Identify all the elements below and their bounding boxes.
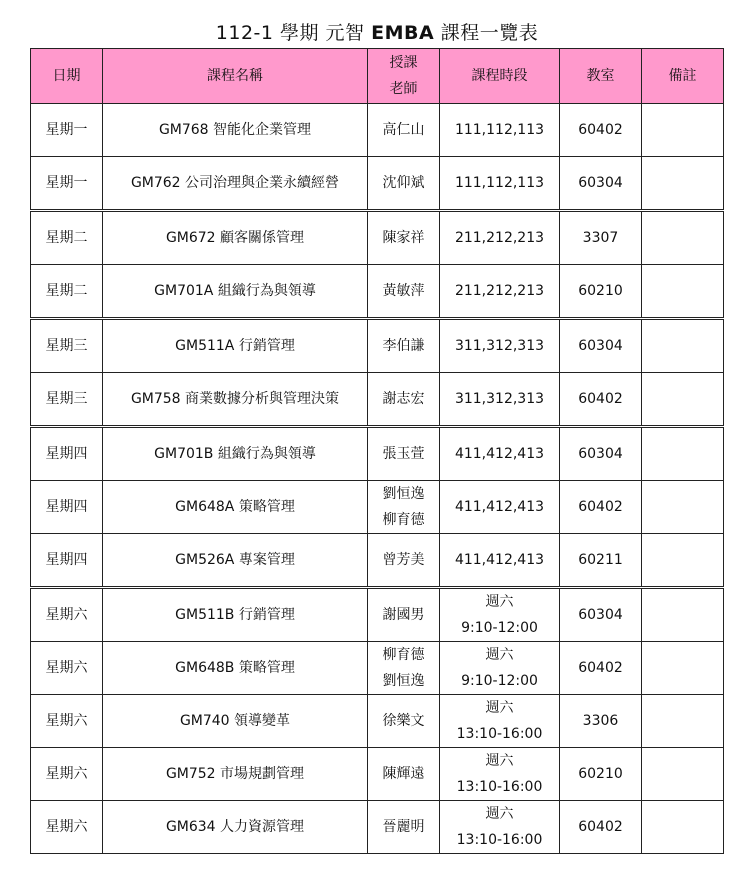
cell-notes xyxy=(642,104,724,157)
cell-teacher xyxy=(368,211,440,265)
cell-room: 60402 xyxy=(560,373,642,427)
title-brand: EMBA xyxy=(371,22,435,44)
cell-time-line: 週六 xyxy=(485,594,514,610)
cell-time xyxy=(440,319,560,373)
cell-notes xyxy=(642,211,724,265)
cell-time xyxy=(440,481,560,534)
header-course: 課程名稱 xyxy=(103,49,368,104)
cell-time-line: 211,212,213 xyxy=(454,230,545,246)
table-row xyxy=(31,588,724,642)
table-row xyxy=(31,534,724,588)
cell-time-line: 111,112,113 xyxy=(454,122,545,138)
cell-room: 60304 xyxy=(560,157,642,211)
cell-day: 星期三 xyxy=(31,319,103,373)
cell-room: 60402 xyxy=(560,104,642,157)
cell-day: 星期四 xyxy=(31,534,103,588)
cell-room: 60210 xyxy=(560,265,642,319)
cell-time-line: 週六 xyxy=(485,806,514,822)
cell-time-line: 211,212,213 xyxy=(454,283,545,299)
cell-notes xyxy=(642,748,724,801)
cell-teacher-line: 黃敏萍 xyxy=(382,283,425,299)
cell-time xyxy=(440,642,560,695)
cell-time-line: 週六 xyxy=(485,753,514,769)
cell-notes xyxy=(642,265,724,319)
table-row xyxy=(31,695,724,748)
cell-teacher xyxy=(368,642,440,695)
cell-teacher-line: 徐樂文 xyxy=(382,713,425,729)
cell-day: 星期二 xyxy=(31,265,103,319)
cell-time xyxy=(440,373,560,427)
cell-time xyxy=(440,157,560,211)
cell-time xyxy=(440,801,560,854)
cell-time-line: 13:10-16:00 xyxy=(456,779,543,795)
cell-notes xyxy=(642,157,724,211)
cell-course: GM740 領導變革 xyxy=(103,695,368,748)
header-room: 教室 xyxy=(560,49,642,104)
header-day: 日期 xyxy=(31,49,103,104)
title-prefix: 112-1 學期 元智 xyxy=(215,22,372,44)
cell-time-line: 9:10-12:00 xyxy=(461,673,538,689)
cell-notes xyxy=(642,642,724,695)
cell-notes xyxy=(642,588,724,642)
cell-teacher-line: 曾芳美 xyxy=(382,552,425,568)
cell-course: GM648A 策略管理 xyxy=(103,481,368,534)
cell-room: 60304 xyxy=(560,588,642,642)
cell-teacher-line: 劉恒逸 xyxy=(382,673,425,689)
cell-teacher-line: 張玉萱 xyxy=(382,446,425,462)
cell-room: 60210 xyxy=(560,748,642,801)
cell-teacher-line: 沈仰斌 xyxy=(382,175,425,191)
cell-teacher xyxy=(368,157,440,211)
cell-time xyxy=(440,534,560,588)
cell-time xyxy=(440,695,560,748)
table-row xyxy=(31,427,724,481)
cell-time xyxy=(440,427,560,481)
page-title xyxy=(0,18,754,45)
cell-course: GM701B 組織行為與領導 xyxy=(103,427,368,481)
table-row xyxy=(31,157,724,211)
cell-teacher xyxy=(368,373,440,427)
cell-teacher xyxy=(368,695,440,748)
cell-day: 星期三 xyxy=(31,373,103,427)
cell-room: 60402 xyxy=(560,481,642,534)
cell-room: 60402 xyxy=(560,642,642,695)
cell-time-line: 週六 xyxy=(485,647,514,663)
cell-teacher xyxy=(368,588,440,642)
cell-teacher-line: 高仁山 xyxy=(382,122,425,138)
cell-time xyxy=(440,588,560,642)
table-row xyxy=(31,801,724,854)
cell-teacher xyxy=(368,427,440,481)
cell-course: GM752 市場規劃管理 xyxy=(103,748,368,801)
cell-day: 星期六 xyxy=(31,748,103,801)
cell-notes xyxy=(642,319,724,373)
cell-room: 60304 xyxy=(560,319,642,373)
cell-room: 3307 xyxy=(560,211,642,265)
table-row xyxy=(31,481,724,534)
cell-notes xyxy=(642,427,724,481)
table-body xyxy=(31,104,724,854)
title-suffix: 課程一覽表 xyxy=(434,22,539,44)
cell-course: GM768 智能化企業管理 xyxy=(103,104,368,157)
cell-room: 3306 xyxy=(560,695,642,748)
cell-teacher-line: 李伯謙 xyxy=(382,338,425,354)
header-row xyxy=(31,49,724,104)
cell-course: GM701A 組織行為與領導 xyxy=(103,265,368,319)
cell-day: 星期六 xyxy=(31,801,103,854)
cell-course: GM762 公司治理與企業永續經營 xyxy=(103,157,368,211)
cell-time-line: 411,412,413 xyxy=(454,552,545,568)
cell-course: GM526A 專案管理 xyxy=(103,534,368,588)
course-table xyxy=(30,48,724,854)
cell-time-line: 411,412,413 xyxy=(454,499,545,515)
cell-day: 星期一 xyxy=(31,104,103,157)
cell-day: 星期四 xyxy=(31,427,103,481)
cell-notes xyxy=(642,481,724,534)
cell-course: GM511B 行銷管理 xyxy=(103,588,368,642)
cell-teacher xyxy=(368,481,440,534)
cell-teacher-line: 謝志宏 xyxy=(382,391,425,407)
cell-time xyxy=(440,265,560,319)
table-row xyxy=(31,748,724,801)
table-row xyxy=(31,265,724,319)
cell-teacher xyxy=(368,319,440,373)
cell-teacher-line: 謝國男 xyxy=(382,607,425,623)
cell-teacher xyxy=(368,534,440,588)
cell-teacher xyxy=(368,748,440,801)
cell-time-line: 13:10-16:00 xyxy=(456,832,543,848)
cell-time-line: 411,412,413 xyxy=(454,446,545,462)
cell-teacher-line: 陳家祥 xyxy=(382,230,425,246)
cell-teacher-line: 柳育德 xyxy=(382,512,425,528)
header-notes: 備註 xyxy=(642,49,724,104)
cell-room: 60402 xyxy=(560,801,642,854)
header-teacher-line2: 老師 xyxy=(389,81,418,97)
cell-time-line: 311,312,313 xyxy=(454,391,545,407)
cell-day: 星期六 xyxy=(31,588,103,642)
cell-day: 星期四 xyxy=(31,481,103,534)
cell-course: GM648B 策略管理 xyxy=(103,642,368,695)
cell-notes xyxy=(642,801,724,854)
cell-teacher xyxy=(368,801,440,854)
table-row xyxy=(31,373,724,427)
cell-time-line: 9:10-12:00 xyxy=(461,620,538,636)
cell-notes xyxy=(642,373,724,427)
cell-time-line: 311,312,313 xyxy=(454,338,545,354)
cell-course: GM634 人力資源管理 xyxy=(103,801,368,854)
table-row xyxy=(31,104,724,157)
cell-notes xyxy=(642,534,724,588)
cell-teacher-line: 晉麗明 xyxy=(382,819,425,835)
header-teacher-line1: 授課 xyxy=(389,55,418,71)
cell-day: 星期六 xyxy=(31,642,103,695)
cell-time-line: 111,112,113 xyxy=(454,175,545,191)
cell-time-line: 13:10-16:00 xyxy=(456,726,543,742)
cell-time-line: 週六 xyxy=(485,700,514,716)
cell-time xyxy=(440,104,560,157)
cell-time xyxy=(440,211,560,265)
table-row xyxy=(31,211,724,265)
cell-notes xyxy=(642,695,724,748)
table-row xyxy=(31,642,724,695)
header-time: 課程時段 xyxy=(440,49,560,104)
cell-teacher-line: 劉恒逸 xyxy=(382,486,425,502)
cell-course: GM511A 行銷管理 xyxy=(103,319,368,373)
cell-day: 星期一 xyxy=(31,157,103,211)
table-row xyxy=(31,319,724,373)
cell-course: GM758 商業數據分析與管理決策 xyxy=(103,373,368,427)
cell-teacher-line: 柳育德 xyxy=(382,647,425,663)
cell-teacher xyxy=(368,265,440,319)
cell-day: 星期六 xyxy=(31,695,103,748)
cell-teacher-line: 陳輝遠 xyxy=(382,766,425,782)
cell-room: 60211 xyxy=(560,534,642,588)
cell-room: 60304 xyxy=(560,427,642,481)
header-teacher xyxy=(368,49,440,104)
cell-course: GM672 顧客關係管理 xyxy=(103,211,368,265)
cell-time xyxy=(440,748,560,801)
cell-day: 星期二 xyxy=(31,211,103,265)
cell-teacher xyxy=(368,104,440,157)
